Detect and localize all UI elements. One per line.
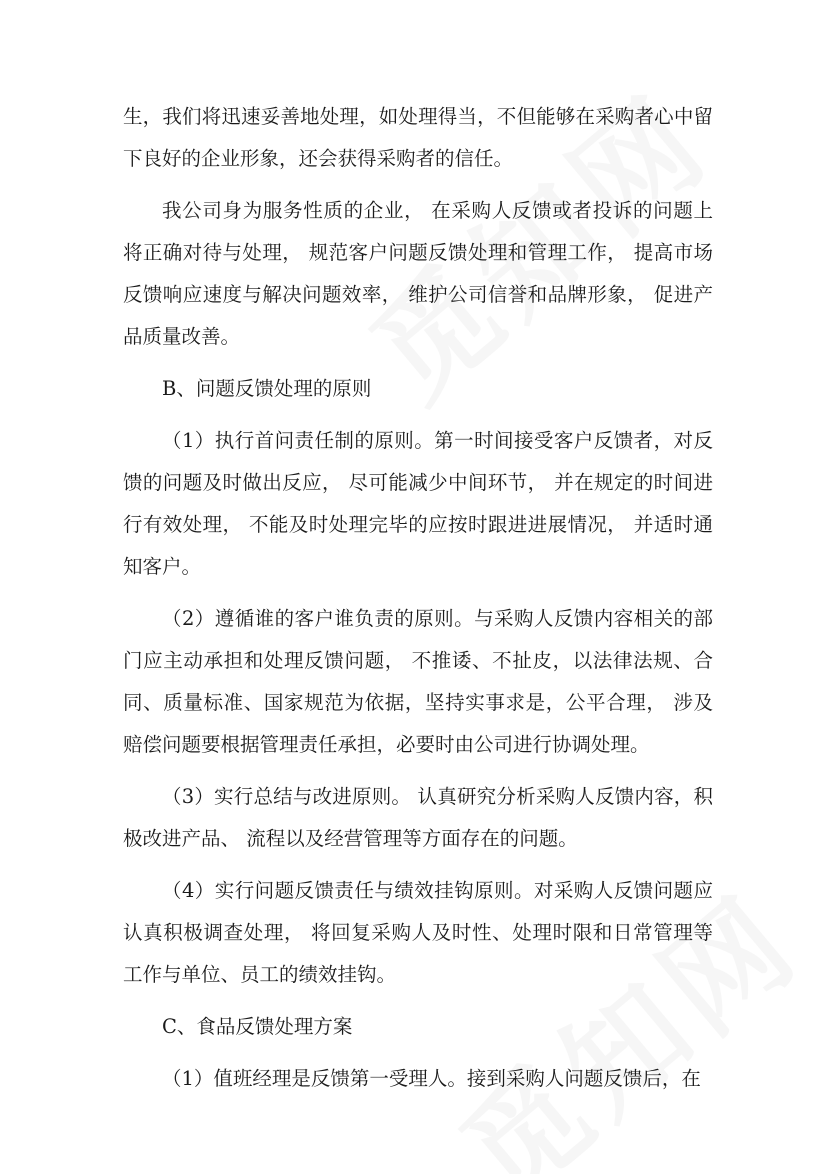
section-heading-b: B、问题反馈处理的原则 xyxy=(162,377,372,400)
paragraph-continuation: 生，我们将迅速妥善地处理，如处理得当，不但能够在采购者心中留下良好的企业形象，还会获得采购者的信任。 xyxy=(123,105,713,170)
paragraph-plan-1: （1）值班经理是反馈第一受理人。接到采购人问题反馈后，在 xyxy=(162,1067,701,1090)
paragraph-principle-3: （3）实行总结与改进原则。 认真研究分析采购人反馈内容，积极改进产品、 流程以及经营管理等方面存在的问题。 xyxy=(123,785,713,850)
paragraph-principle-2: （2）遵循谁的客户谁负责的原则。与采购人反馈内容相关的部门应主动承担和处理反馈问题， 不推诿、不扯皮，以法律法规、合同、质量标准、国家规范为依据，坚持实事求是，公平合理， 涉及赔偿问题要根据管理责任承担，必要时由公司进行协调处理。 xyxy=(123,607,713,756)
paragraph-company-intro: 我公司身为服务性质的企业， 在采购人反馈或者投诉的问题上将正确对待与处理， 规范客户问题反馈处理和管理工作， 提高市场反馈响应速度与解决问题效率， 维护公司信誉和品牌形象， 促进产品质量改善。 xyxy=(123,199,713,348)
paragraph-principle-4: （4）实行问题反馈责任与绩效挂钩原则。对采购人反馈问题应认真积极调查处理， 将回复采购人及时性、处理时限和日常管理等工作与单位、员工的绩效挂钩。 xyxy=(123,879,713,986)
document-body xyxy=(123,96,713,1110)
paragraph-principle-1: （1）执行首问责任制的原则。第一时间接受客户反馈者，对反馈的问题及时做出反应， 尽可能减少中间环节， 并在规定的时间进行有效处理， 不能及时处理完毕的应按时跟进进展情况， 并适时通知客户。 xyxy=(123,429,713,578)
section-heading-c: C、食品反馈处理方案 xyxy=(162,1015,353,1038)
